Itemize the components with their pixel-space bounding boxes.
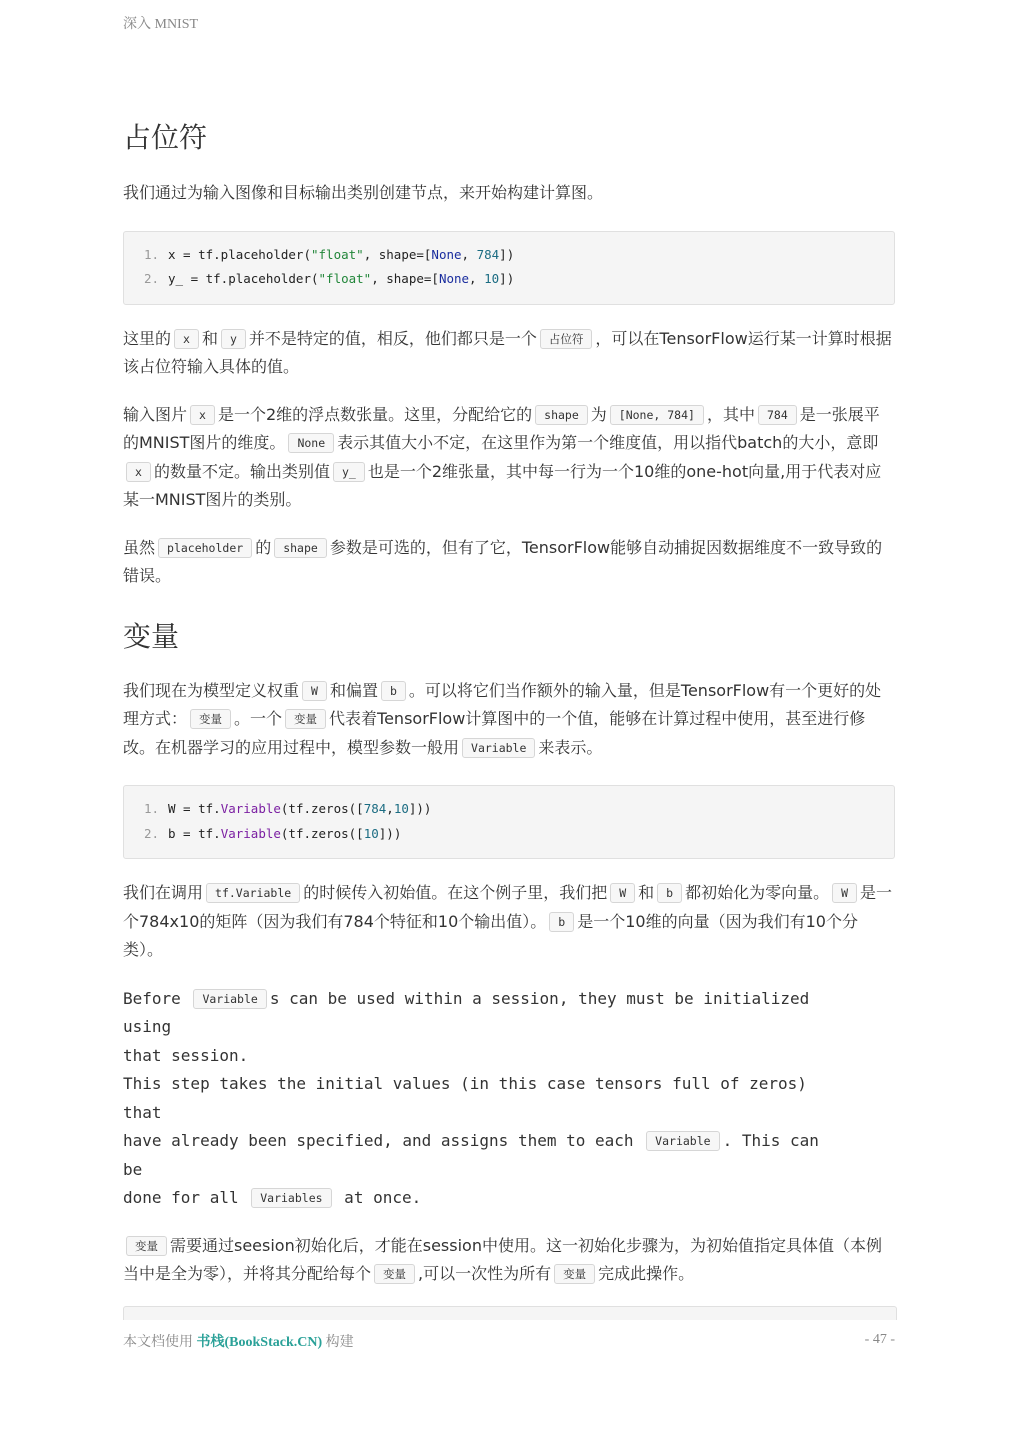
- code-line: 1. W = tf.Variable(tf.zeros([784,10])): [144, 801, 432, 816]
- english-note: [123, 985, 895, 1213]
- paragraph: 这里的 x 和 y 并不是特定的值，相反，他们都只是一个 占位符 ，可以在TensorFlow运行某一计算时根据该占位符输入具体的值。: [123, 328, 892, 376]
- code-block-partial: [123, 1306, 897, 1320]
- main-content: [123, 118, 895, 1289]
- text-line: have already been specified, and assigns them to each Variable . This can: [123, 1131, 819, 1150]
- text-line: This step takes the initial values (in this case tensors full of zeros): [123, 1074, 807, 1093]
- text-line: Before Variable s can be used within a session, they must be initialized: [123, 988, 810, 1008]
- code-line: 2. y_ = tf.placeholder("float", shape=[None, 10]): [144, 271, 515, 286]
- page-header: 深入 MNIST: [123, 17, 199, 32]
- text-line: that: [123, 1102, 162, 1122]
- paragraph: 我们在调用 tf.Variable 的时候传入初始值。在这个例子里，我们把 W 和 b 都初始化为零向量。 W 是一个784x10的矩阵（因为我们有784个特征和10个输出值）。 b 是一个10维的向量（因为我们有10个分类）。: [123, 883, 893, 959]
- text-line: using: [123, 1017, 172, 1036]
- code-line: 1. x = tf.placeholder("float", shape=[None, 784]): [144, 246, 515, 262]
- paragraph: 输入图片 x 是一个2维的浮点数张量。这里，分配给它的 shape 为 [None, 784] ，其中 784 是一张展平的MNIST图片的维度。 None 表示其值大小不定，在这里作为第一个维度值，用以指代batch的大小，意即x 的数量不定。输出类别值 y_ 也是一个2维张量，其中每一行为一个10维的one-hot向量,用于代表对应某一MNIST图片的类别。: [123, 404, 882, 509]
- paragraph: 我们通过为输入图像和目标输出类别创建节点，来开始构建计算图。: [123, 183, 604, 202]
- code-block: [123, 231, 895, 305]
- code-block: [123, 785, 895, 859]
- paragraph: 我们现在为模型定义权重 W 和偏置 b 。可以将它们当作额外的输入量，但是TensorFlow有一个更好的处理方式： 变量 。一个 变量 代表着TensorFlow计算图中的一个值，能够在计算过程中使用，甚至进行修改。在机器学习的应用过程中，模型参数一般用 Variable 来表示。: [123, 680, 882, 757]
- section-heading-placeholder: 占位符: [123, 121, 208, 154]
- code-line: 2. b = tf.Variable(tf.zeros([10])): [144, 825, 402, 841]
- paragraph: 虽然 placeholder 的 shape 参数是可选的，但有了它，TensorFlow能够自动捕捉因数据维度不一致导致的错误。: [123, 537, 883, 585]
- text-line: that session.: [123, 1045, 249, 1065]
- section-heading-variables: 变量: [123, 619, 180, 653]
- text-line: be: [123, 1159, 143, 1179]
- text-line: done for all Variables at once.: [123, 1188, 422, 1207]
- paragraph: 变量 需要通过seesion初始化后，才能在session中使用。这一初始化步骤为，为初始值指定具体值（本例当中是全为零），并将其分配给每个 变量 ,可以一次性为所有 变量 完成此操作。: [123, 1235, 882, 1283]
- bookstack-link[interactable]: 书栈(BookStack.CN): [196, 1335, 323, 1350]
- footer-note: 本文档使用 书栈(BookStack.CN) 构建: [123, 1335, 354, 1350]
- page-number: - 47 -: [864, 1332, 895, 1347]
